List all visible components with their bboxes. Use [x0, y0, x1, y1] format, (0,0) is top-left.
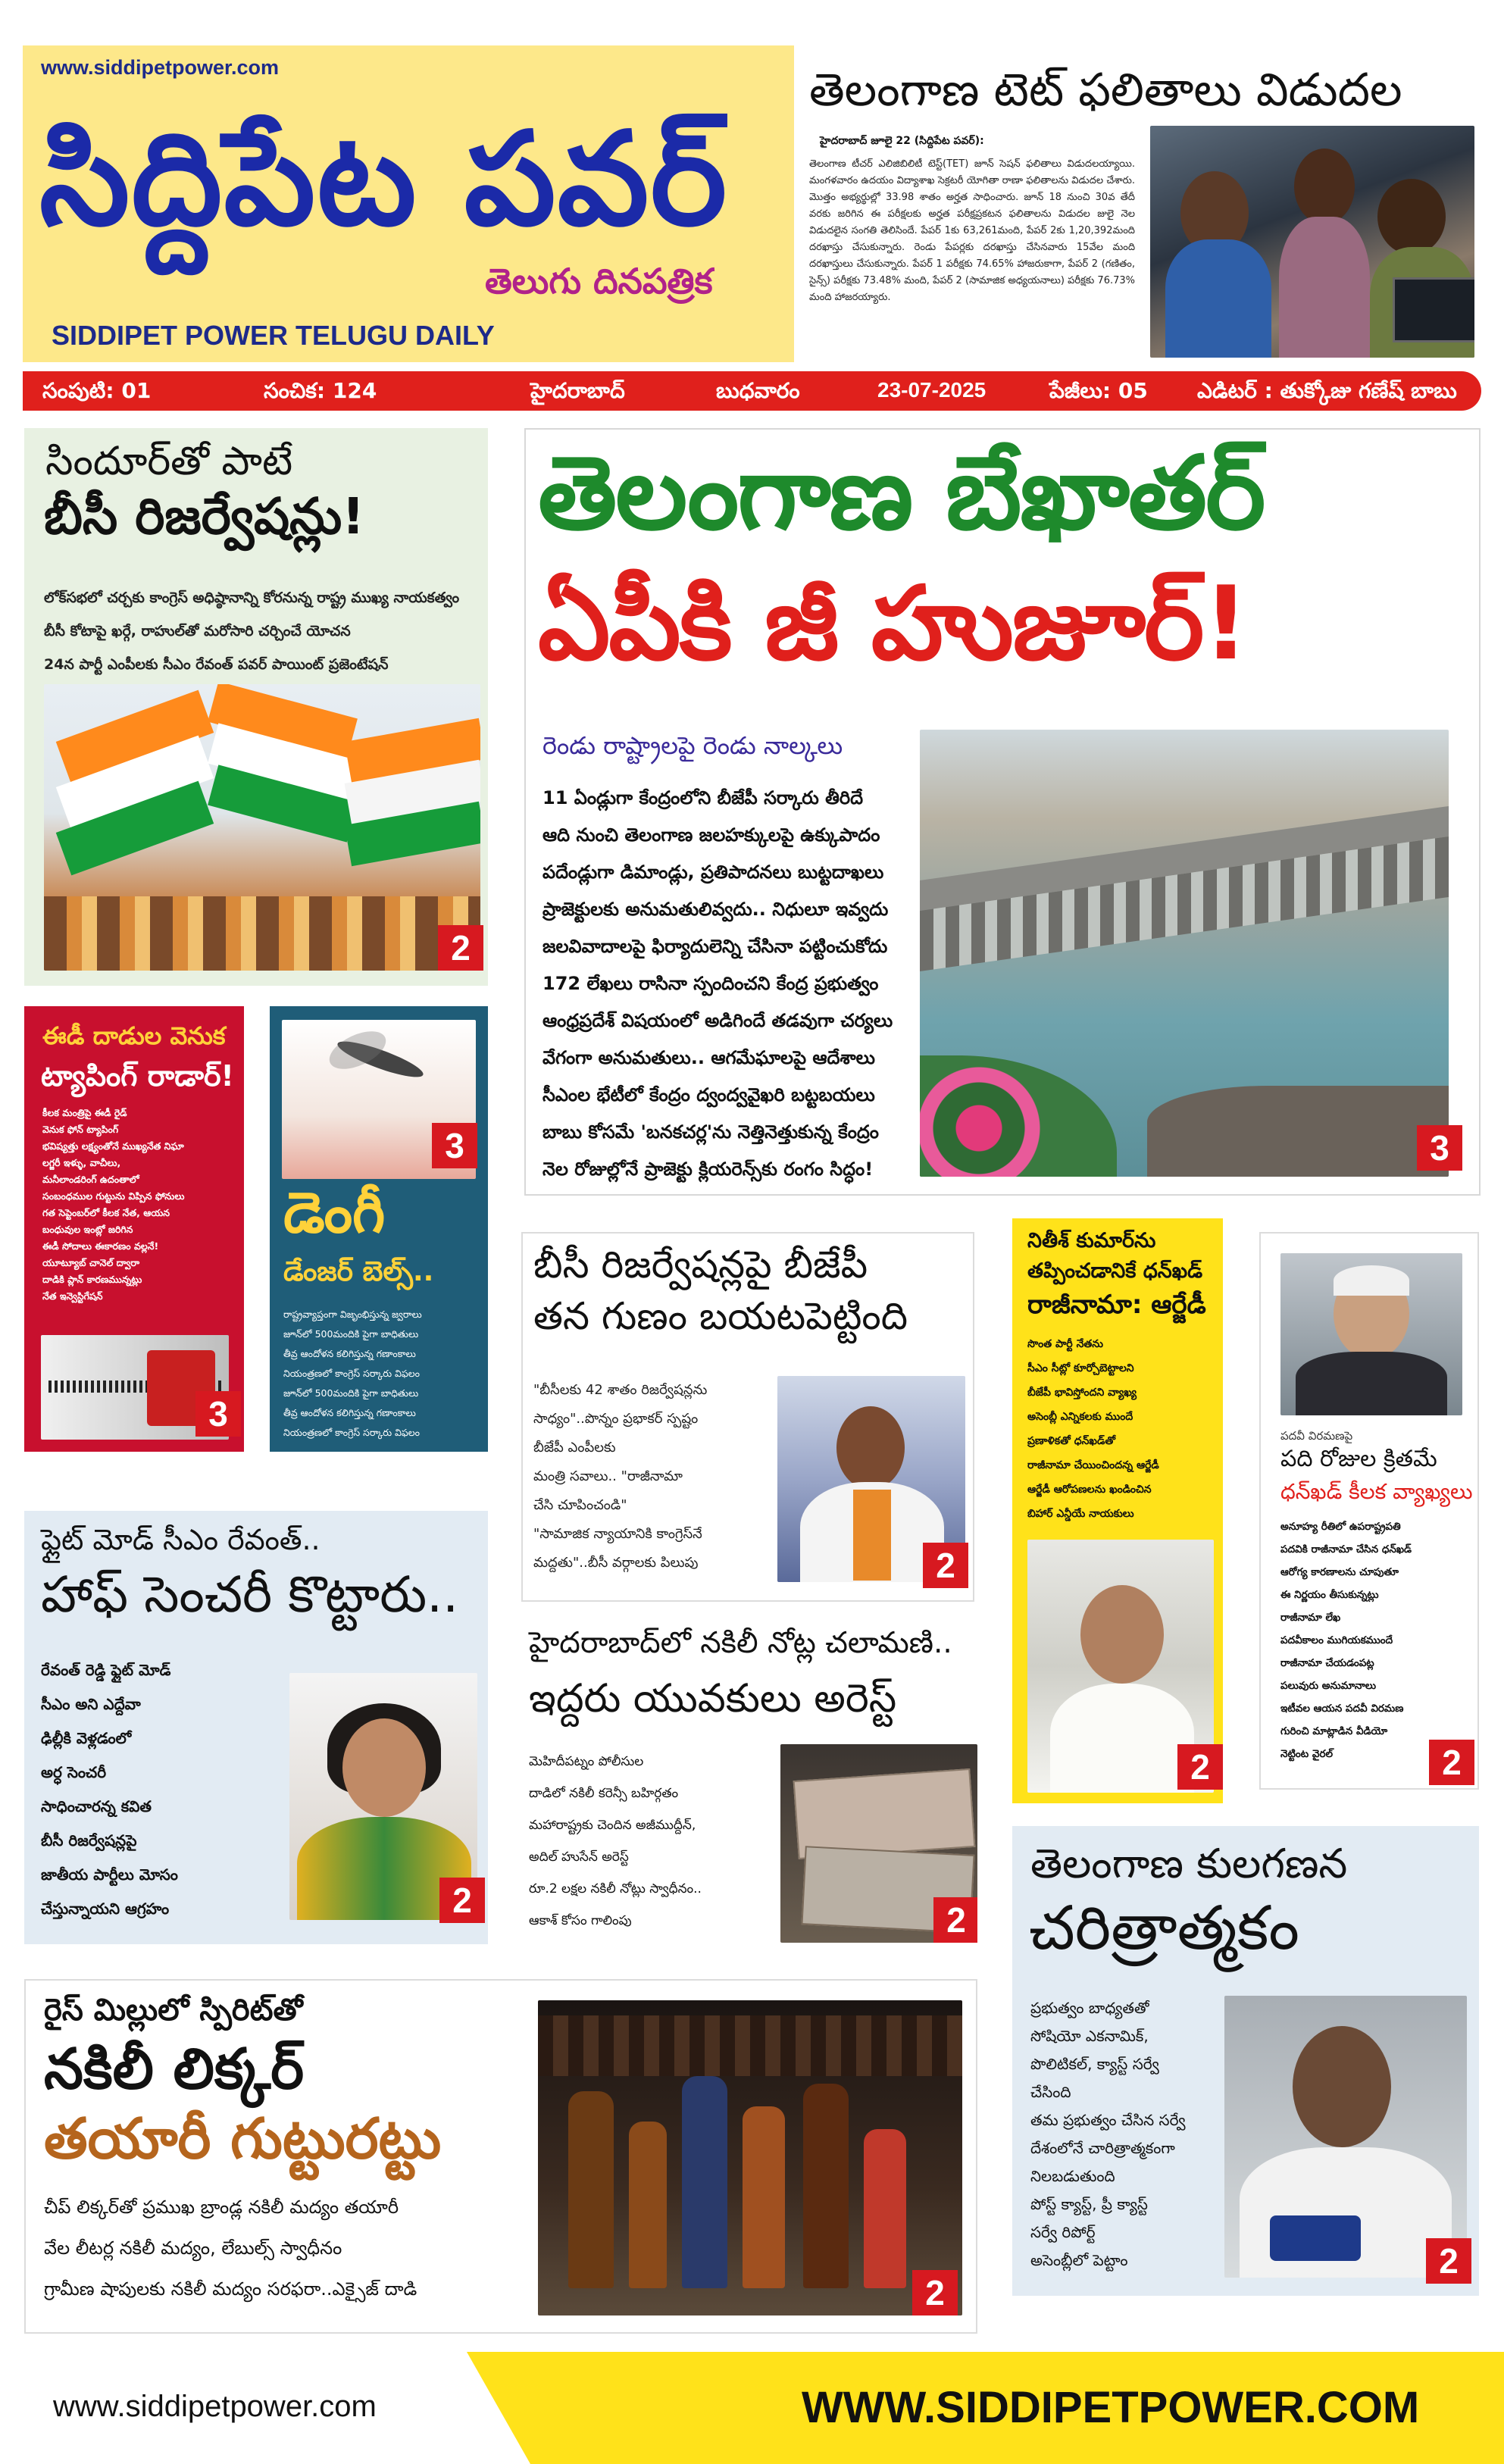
footer-bar: [0, 2352, 1504, 2464]
nitish-lines: [1027, 1332, 1217, 1526]
dengue-photo-badge[interactable]: 3: [432, 1123, 477, 1168]
nitish-page-badge[interactable]: 2: [1177, 1744, 1223, 1790]
caste-line: సోషియో ఎకనామిక్,: [1030, 2027, 1149, 2045]
ed-line: సంబంధముల గుట్టును విప్పిన ఫోనులు: [42, 1190, 185, 1202]
bc-lines: [533, 1376, 776, 1578]
tet-body: తెలంగాణ టీచర్ ఎలిజిబిలిటీ టెస్ట్(TET) జూన్ సెషన్ ఫలితాలు విడుదలయ్యాయి. మంగళవారం ఉదయం విద్యాశాఖ సెక్రటరీ యోగితా రాణా ఫలితాలను విడుదల చేశారు. మొత్తం అభ్యర్థుల్లో 33.98 శాతం అర్హత సాధించారు. జూన్ 18 నుంచి 30వ తేదీ వరకు జరిగిన ఈ పరీక్షలకు అర్హత పరీక్షప్రకటన ఫలితాలను విడుదల జులై నెల విడుదలైన సంగతి తెలిసిందే. పేపర్ 1కు 63,261మంది, పేపర్ 2కు 1,20,392మంది దరఖాస్తు చేసుకున్నారు. రెండు పేపర్లకు దరఖాస్తు చేసినవారు 15వేల మంది దరఖాస్తులు చేసుకున్నారు. పేపర్ 1 పరీక్షకు 74.65% హాజరుకాగా, పేపర్ 2 (గణితం, సైన్స్) పరీక్షకు 73.48% మంది, పేపర్ 2 (సామాజిక అధ్యయనాలు) పరీక్షకు 76.73% మంది హాజరయ్యారు.: [809, 158, 1135, 303]
dhankhar-line: ఈ నిర్ణయం తీసుకున్నట్లు: [1280, 1589, 1379, 1601]
caste-census-story[interactable]: [1012, 1826, 1479, 2296]
flight-line: అర్ధ సెంచరీ: [41, 1763, 107, 1781]
fake-page-badge[interactable]: 2: [933, 1897, 977, 1943]
lead-line: బాబు కోసమే 'బనకచర్ల'ను నెత్తినెత్తుకున్న కేంద్రం: [543, 1121, 879, 1143]
masthead-english: SIDDIPET POWER TELUGU DAILY: [52, 320, 495, 351]
lead-story[interactable]: [524, 428, 1481, 1196]
bc-h2: తన గుణం బయటపెట్టింది: [533, 1294, 908, 1338]
caste-line: అసెంబ్లీలో పెట్టాం: [1030, 2251, 1128, 2269]
nitish-line: బిహార్ ఎన్డీయే నాయకులు: [1027, 1508, 1134, 1520]
lead-h2: ఏపీకి జీ హుజూర్!: [538, 564, 1248, 683]
dhankhar-line: పలువురు అనుమానాలు: [1280, 1680, 1377, 1692]
flight-h2: హాఫ్ సెంచరీ కొట్టారు..: [41, 1565, 459, 1624]
dhankhar-line: పదవీకాలం ముగియకముందే: [1280, 1634, 1393, 1646]
footer-url-right[interactable]: WWW.SIDDIPETPOWER.COM: [802, 2383, 1420, 2432]
nitish-line: రాజీనామా చేయించిందన్న ఆర్జేడీ: [1027, 1459, 1159, 1471]
fake-h2: ఇద్దరు యువకులు అరెస్ట్: [529, 1676, 897, 1721]
masthead-url[interactable]: www.siddipetpower.com: [41, 56, 280, 79]
dhankhar-line: రాజీనామా లేఖ: [1280, 1612, 1341, 1624]
dhankhar-line: రాజీనామా చేయడంపట్ల: [1280, 1657, 1374, 1669]
dengue-line: తీవ్ర ఆందోళన కలిగిస్తున్న గణాంకాలు: [283, 1348, 416, 1359]
dengue-line: తీవ్ర ఆందోళన కలిగిస్తున్న గణాంకాలు: [283, 1407, 416, 1418]
flight-page-badge[interactable]: 2: [439, 1878, 485, 1923]
fake-line: దాడిలో నకిలీ కరెన్సీ బహిర్గతం: [529, 1786, 679, 1801]
deputy-cm-photo: [1224, 1996, 1467, 2278]
dengue-line: రాష్ట్రవ్యాప్తంగా విజృంభిస్తున్న జ్వరాలు: [283, 1309, 422, 1320]
fake-notes-story[interactable]: [521, 1615, 977, 1946]
bc-line: చేసి చూపించండి": [533, 1497, 627, 1513]
lead-line: ఆంధ్రప్రదేశ్ విషయంలో అడిగిందే తడవుగా చర్యలు: [543, 1010, 893, 1031]
flight-story[interactable]: [24, 1511, 488, 1944]
ed-line: యూట్యూబ్ చానెల్ ద్వారా: [42, 1257, 140, 1268]
nitish-line: సొంత పార్టీ నేతను: [1027, 1338, 1103, 1350]
info-date: 23-07-2025: [877, 378, 987, 402]
info-day: బుధవారం: [716, 378, 800, 403]
dengue-line: నియంత్రణలో కాంగ్రెస్ సర్కారు విఫలం: [283, 1427, 420, 1438]
bc-h1: బీసీ రిజర్వేషన్లపై బీజేపీ: [533, 1243, 868, 1287]
masthead: [23, 45, 794, 362]
lead-page-badge[interactable]: 3: [1417, 1125, 1462, 1171]
sindoor-line: 24న పార్టీ ఎంపీలకు సీఎం రేవంత్ పవర్ పాయింట్ ప్రజెంటేషన్: [44, 656, 389, 673]
caste-line: పోస్ట్ క్యాస్ట్, ప్రీ క్యాస్ట్: [1030, 2195, 1148, 2213]
fake-line: ఆకాశ్ కోసం గాలింపు: [529, 1913, 632, 1928]
sindoor-page-badge[interactable]: 2: [438, 925, 483, 971]
dhankhar-h2: ధన్‌ఖడ్ కీలక వ్యాఖ్యలు: [1280, 1479, 1473, 1504]
nitish-line: సీఎం సీట్లో కూర్చోబెట్టాలని: [1027, 1362, 1134, 1374]
footer-url-left[interactable]: www.siddipetpower.com: [53, 2390, 377, 2423]
liquor-line: వేల లీటర్ల నకిలీ మద్యం, లేబుల్స్ స్వాధీనం: [44, 2237, 342, 2259]
nitish-h1: నితీశ్ కుమార్‌ను: [1027, 1229, 1156, 1252]
dhankhar-line: నెట్టింట వైరల్: [1280, 1748, 1334, 1760]
dhankhar-page-badge[interactable]: 2: [1429, 1740, 1474, 1785]
ed-page-badge[interactable]: 3: [195, 1391, 241, 1437]
flight-line: సాధించారన్న కవిత: [41, 1797, 152, 1815]
lead-line: 172 లేఖలు రాసినా స్పందించని కేంద్ర ప్రభుత్వం: [543, 973, 879, 994]
caste-line: చేసింది: [1030, 2083, 1071, 2101]
dhankhar-line: గురించి మాట్లాడిన వీడియో: [1280, 1725, 1388, 1737]
bc-story[interactable]: [521, 1232, 974, 1602]
liquor-story[interactable]: [24, 1979, 977, 2334]
sindoor-h2: బీసీ రిజర్వేషన్లు!: [44, 487, 365, 546]
lead-line: పదేండ్లుగా డిమాండ్లు, ప్రతిపాదనలు బుట్టదాఖలు: [543, 861, 884, 883]
lead-h1: తెలంగాణ బేఖాతర్: [538, 434, 1265, 552]
lead-line: వేగంగా అనుమతులు.. ఆగమేఘాలపై ఆదేశాలు: [543, 1047, 875, 1068]
ed-line: కీలక మంత్రిపై ఈడీ రైడ్: [42, 1107, 127, 1118]
dengue-lines: [283, 1305, 482, 1443]
bc-line: సాధ్యం"..పొన్నం ప్రభాకర్ స్పష్టం: [533, 1411, 699, 1427]
fake-h1: హైదరాబాద్‌లో నకిలీ నోట్ల చలామణి..: [529, 1626, 952, 1660]
liquor-bottles-photo: [538, 2000, 962, 2315]
fake-line: రూ.2 లక్షల నకిలీ నోట్లు స్వాధీనం..: [529, 1881, 702, 1896]
info-editor: ఎడిటర్ : తుక్కోజు గణేష్ బాబు: [1197, 378, 1457, 403]
bc-line: బీజేపీ ఎంపీలకు: [533, 1440, 616, 1456]
caste-line: పొలిటికల్, క్యాస్ట్ సర్వే: [1030, 2055, 1159, 2073]
flight-h1: ఫ్లైట్ మోడ్ సీఎం రేవంత్..: [41, 1523, 320, 1556]
ed-story[interactable]: [24, 1006, 244, 1452]
lead-lines: [543, 780, 936, 1188]
fake-line: మహారాష్ట్రకు చెందిన అజీముద్దీన్,: [529, 1818, 696, 1833]
masthead-subtitle: తెలుగు దినపత్రిక: [485, 261, 713, 302]
liquor-line: చీప్ లిక్కర్‌తో ప్రముఖ బ్రాండ్ల నకిలీ మద్యం తయారీ: [44, 2197, 399, 2218]
lead-line: జలవివాదాలపై ఫిర్యాదులెన్ని చేసినా పట్టించుకోదు: [543, 936, 888, 957]
bc-line: మద్దతు"..బీసీ వర్గాలకు పిలుపు: [533, 1555, 699, 1571]
dengue-line: జూన్‌లో 500మందికి పైగా బాధితులు: [283, 1387, 419, 1399]
fake-lines: [529, 1746, 786, 1937]
flight-lines: [41, 1653, 261, 1926]
info-volume: సంపుటి: 01: [42, 378, 152, 403]
dam-barrage-photo: [920, 730, 1449, 1177]
caste-line: తమ ప్రభుత్వం చేసిన సర్వే: [1030, 2111, 1186, 2129]
liquor-page-badge[interactable]: 2: [912, 2270, 958, 2315]
ed-line: గత సెప్టెంబర్‌లో కీలక నేత, ఆయన: [42, 1207, 170, 1218]
liquor-h1: రైస్ మిల్లులో స్పిరిట్‌తో: [44, 1993, 303, 2028]
flight-line: చేస్తున్నాయని ఆగ్రహం: [41, 1900, 170, 1918]
ed-line: లగ్జరీ ఇళ్ళు, వాచీలు,: [42, 1157, 121, 1168]
nitish-story[interactable]: [1012, 1218, 1223, 1803]
nitish-line: ప్రణాళికతో ధన్‌ఖడ్‌తో: [1027, 1435, 1116, 1447]
dhankhar-story[interactable]: [1259, 1232, 1479, 1790]
tet-students-photo: [1150, 126, 1474, 358]
masthead-title: సిద్దిపేట పవర్: [39, 105, 729, 255]
caste-line: ప్రభుత్వం బాధ్యతతో: [1030, 1999, 1149, 2017]
lead-line: ఆది నుంచి తెలంగాణ జలహక్కులపై ఉక్కుపాదం: [543, 824, 880, 846]
liquor-lines: [44, 2187, 529, 2309]
ed-lines: [42, 1105, 239, 1305]
ed-line: నేత ఇన్వెస్టిగేషన్: [42, 1290, 103, 1302]
lead-line: సీఎంల భేటీలో కేంద్రం ద్వంద్వవైఖరి బట్టబయలు: [543, 1084, 875, 1105]
sindoor-line: లోక్‌సభలో చర్చకు కాంగ్రెస్ అధిష్ఠానాన్ని కోరనున్న రాష్ట్ర ముఖ్య నాయకత్వం: [44, 589, 460, 606]
lead-line: 11 ఏండ్లుగా కేంద్రంలోని బీజేపీ సర్కారు తీరిదే: [543, 787, 864, 808]
flight-line: ఢిల్లీకి వెళ్లడంలో: [41, 1729, 132, 1747]
nitish-line: అసెంబ్లీ ఎన్నికలకు ముందే: [1027, 1411, 1133, 1423]
caste-h2: చరిత్రాత్మకం: [1029, 1893, 1299, 1963]
info-issue: సంచిక: 124: [264, 378, 377, 403]
fake-line: అదిల్ హుసేన్ అరెస్ట్: [529, 1850, 629, 1865]
tet-headline: తెలంగాణ టెట్ ఫలితాలు విడుదల: [809, 64, 1402, 117]
flight-line: జాతీయ పార్టీలు మోసం: [41, 1865, 178, 1884]
bc-line: "బీసీలకు 42 శాతం రిజర్వేషన్లను: [533, 1382, 708, 1398]
ed-line: భవిష్యత్తు లక్ష్యంతోనే ముఖ్యనేత నిఘా: [42, 1140, 184, 1152]
dhankhar-lines: [1280, 1515, 1477, 1765]
dhankhar-line: ఇటీవల ఆయన పదవీ విరమణ: [1280, 1703, 1404, 1715]
sindoor-h1: సిందూర్‌తో పాటే: [45, 439, 293, 484]
liquor-h3: తయారీ గుట్టురట్టు: [44, 2106, 442, 2172]
caste-line: నిలబడుతుంది: [1030, 2167, 1115, 2185]
flight-line: రేవంత్ రెడ్డి ఫ్లైట్ మోడ్: [41, 1661, 171, 1679]
dengue-line: జూన్‌లో 500మందికి పైగా బాధితులు: [283, 1328, 419, 1340]
lead-line: ప్రాజెక్టులకు అనుమతులివ్వదు.. నిధులూ ఇవ్వదు: [543, 899, 889, 920]
ed-line: మనీలాండరింగ్ ఉదంతాలో: [42, 1174, 139, 1185]
sindoor-lines: [44, 581, 483, 681]
bc-line: మంత్రి సవాలు.. "రాజీనామా: [533, 1468, 683, 1484]
ed-h1: ఈడీ దాడుల వెనుక: [42, 1021, 226, 1050]
dhankhar-line: పదవికి రాజీనామా చేసిన ధన్‌ఖడ్: [1280, 1543, 1412, 1556]
caste-page-badge[interactable]: 2: [1426, 2238, 1471, 2284]
liquor-h2: నకిలీ లిక్కర్: [44, 2037, 305, 2102]
nitish-h2: తప్పించడానికే ధన్‌ఖడ్: [1027, 1259, 1203, 1283]
dhankhar-line: అనూహ్య రీతిలో ఉపరాష్ట్రపతి: [1280, 1521, 1401, 1533]
congress-flags-photo: [44, 684, 480, 971]
bc-page-badge[interactable]: 2: [923, 1543, 968, 1588]
caste-line: సర్వే రిపోర్ట్: [1030, 2223, 1096, 2241]
caste-line: దేశంలోనే చారిత్రాత్మకంగా: [1030, 2139, 1175, 2157]
nitish-h3: రాజీనామా: ఆర్జేడీ: [1027, 1290, 1206, 1320]
liquor-line: గ్రామీణ షాపులకు నకిలీ మద్యం సరఫరా..ఎక్సైజ్ దాడి: [44, 2278, 417, 2300]
flight-line: బీసీ రిజర్వేషన్లపై: [41, 1831, 137, 1850]
dengue-h2: డేంజర్ బెల్స్..: [283, 1256, 434, 1287]
lead-line: నెల రోజుల్లోనే ప్రాజెక్టు క్లియరెన్స్‌కు రంగం సిద్ధం!: [543, 1159, 874, 1180]
ed-line: దాడికి ప్లాన్ కారణమున్నట్లు: [42, 1274, 142, 1285]
flight-line: సీఎం అని ఎద్దేవా: [41, 1695, 141, 1713]
ed-h2: ట్యాపింగ్ రాడార్!: [41, 1059, 234, 1093]
ed-line: బంధువుల ఇంట్లో జరిగిన: [42, 1224, 133, 1235]
sindoor-story[interactable]: [24, 428, 488, 986]
dhankhar-h1: పది రోజుల క్రితమే: [1280, 1446, 1437, 1472]
ed-line: వెనుక ఫోన్ ట్యాపింగ్: [42, 1124, 119, 1135]
tet-dateline: హైదరాబాద్ జూలై 22 (సిద్దిపేట పవర్):: [820, 135, 984, 147]
dengue-h1: డెంగీ: [283, 1180, 386, 1246]
dengue-line: నియంత్రణలో కాంగ్రెస్ సర్కారు విఫలం: [283, 1368, 420, 1379]
caste-h1: తెలంగాణ కులగణన: [1030, 1840, 1348, 1887]
nitish-line: బీజేపీ భావిస్తోందని వ్యాఖ్య: [1027, 1387, 1137, 1399]
info-pages: పేజీలు: 05: [1049, 378, 1148, 403]
ed-line: ఈడీ సోదాలు ఈకారణం వల్లనే!: [42, 1240, 159, 1252]
dengue-story[interactable]: [270, 1006, 488, 1452]
lead-kicker: రెండు రాష్ట్రాలపై రెండు నాల్కలు: [543, 731, 843, 760]
sindoor-line: బీసీ కోటాపై ఖర్గే, రాహుల్‌తో మరోసారి చర్చించే యోచన: [44, 623, 351, 639]
fake-line: మెహిదీపట్నం పోలీసుల: [529, 1754, 644, 1769]
bc-line: "సామాజిక న్యాయానికి కాంగ్రెస్‌నే: [533, 1526, 702, 1542]
info-city: హైదరాబాద్: [530, 378, 625, 403]
dhankhar-photo: [1280, 1253, 1462, 1415]
dhankhar-kicker: పదవీ విరమణపై: [1280, 1429, 1353, 1443]
info-bar: [23, 371, 1481, 411]
nitish-line: ఆర్జేడీ ఆరోపణలను ఖండించిన: [1027, 1484, 1152, 1496]
dhankhar-line: ఆరోగ్య కారణాలను చూపుతూ: [1280, 1566, 1399, 1578]
